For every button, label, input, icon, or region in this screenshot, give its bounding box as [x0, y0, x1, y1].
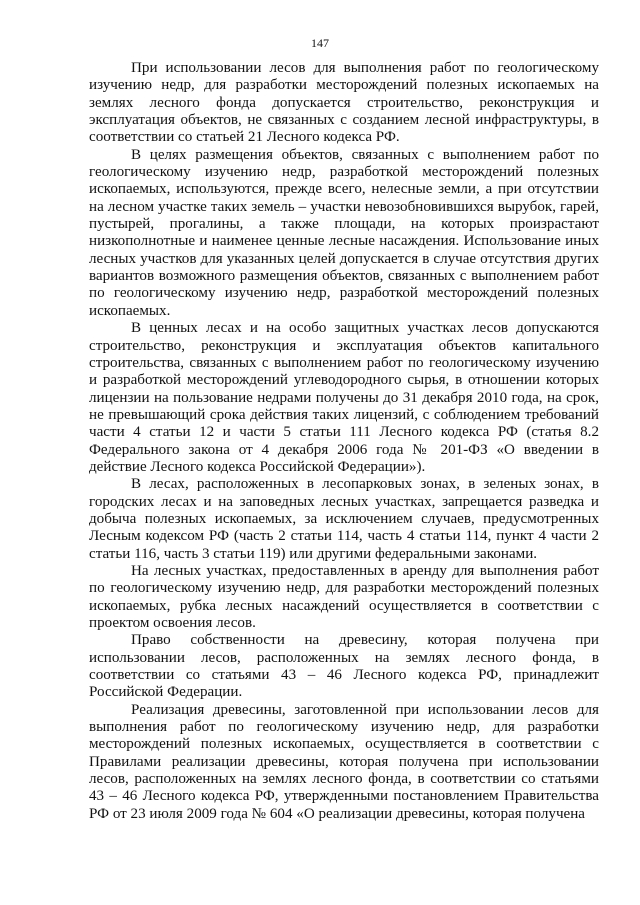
paragraph: В лесах, расположенных в лесопарковых зонах, в зеленых зонах, в городских лесах и на заповедных лесных участках, запрещается разведка и добыча полезных ископаемых, за исключением случаев, предусмотренных Лесным кодексом РФ (часть 2 статьи 114, часть 4 статьи 114, пункт 4 части 2 статьи 116, часть 3 статьи 119) или другими федеральными законами. [89, 476, 599, 562]
paragraph: Право собственности на древесину, которая получена при использовании лесов, расположенных на землях лесного фонда, в соответствии со статьями 43 – 46 Лесного кодекса РФ, принадлежит Российской Федерации. [89, 632, 599, 701]
document-body [89, 60, 599, 823]
paragraph: В ценных лесах и на особо защитных участках лесов допускаются строительство, реконструкция и эксплуатация объектов капитального строительства, связанных с выполнением работ по геологическому изучению и разработкой месторождений углеводородного сырья, в отношении которых лицензии на пользование недрами получены до 31 декабря 2010 года, на срок, не превышающий срока действия таких лицензий, с соблюдением требований части 4 статьи 12 и части 5 статьи 111 Лесного кодекса РФ (статья 8.2 Федерального закона от 4 декабря 2006 года № 201-ФЗ «О введении в действие Лесного кодекса Российской Федерации»). [89, 320, 599, 475]
paragraph: В целях размещения объектов, связанных с выполнением работ по геологическому изучению недр, разработкой месторождений полезных ископаемых, используются, прежде всего, нелесные земли, а при отсутствии на лесном участке таких земель – участки невозобновившихся вырубок, гарей, пустырей, прогалины, а также площади, на которых произрастают низкополнотные и наименее ценные лесные насаждения. Использование иных лесных участков для указанных целей допускается в случае отсутствия других вариантов возможного размещения объектов, связанных с выполнением работ по геологическому изучению недр, разработкой месторождений полезных ископаемых. [89, 146, 599, 319]
paragraph: Реализация древесины, заготовленной при использовании лесов для выполнения работ по геологическому изучению недр, для разработки месторождений полезных ископаемых, осуществляется в соответствии с Правилами реализации древесины, которая получена при использовании лесов, расположенных на землях лесного фонда, в соответствии со статьями 43 – 46 Лесного кодекса РФ, утвержденными постановлением Правительства РФ от 23 июля 2009 года № 604 «О реализации древесины, которая получена [89, 701, 599, 822]
paragraph: На лесных участках, предоставленных в аренду для выполнения работ по геологическому изучению недр, для разработки месторождений полезных ископаемых, рубка лесных насаждений осуществляется в соответствии с проектом освоения лесов. [89, 562, 599, 631]
page-number: 147 [311, 36, 329, 50]
paragraph: При использовании лесов для выполнения работ по геологическому изучению недр, для разработки месторождений полезных ископаемых на землях лесного фонда допускается строительство, реконструкция и эксплуатация объектов, не связанных с созданием лесной инфраструктуры, в соответствии со статьей 21 Лесного кодекса РФ. [89, 60, 599, 146]
